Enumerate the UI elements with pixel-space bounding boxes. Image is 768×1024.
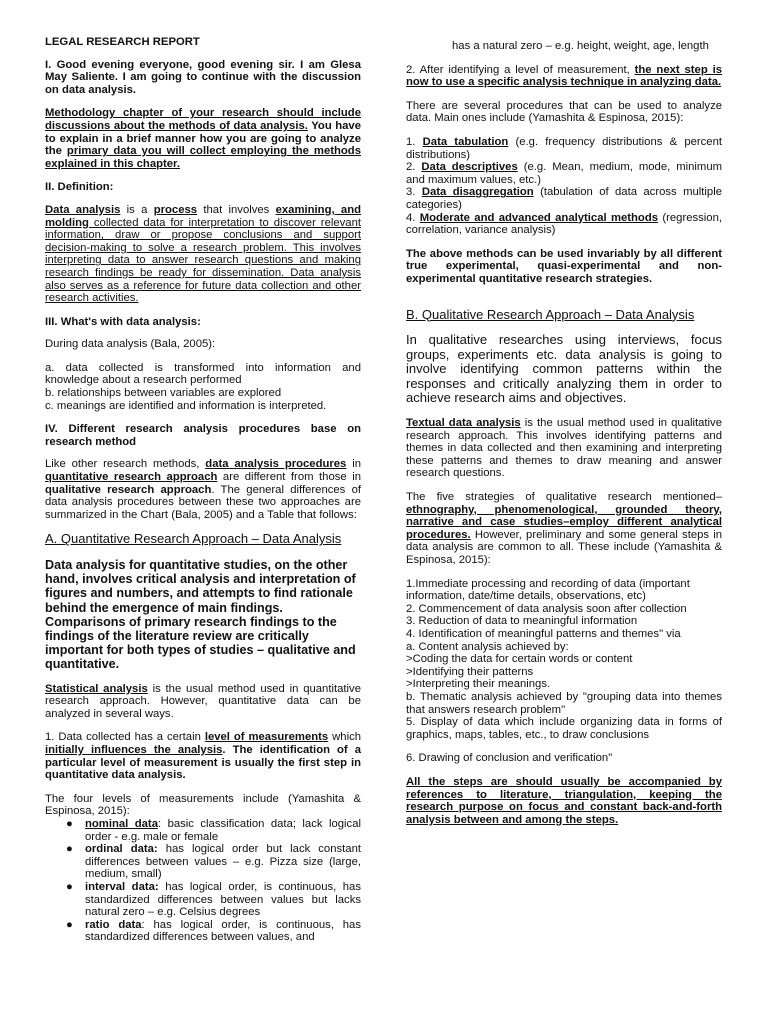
proc-term: Moderate and advanced analytical methods: [419, 211, 659, 224]
methodology-paragraph: [45, 107, 361, 170]
term-initially: initially influences the analysis: [45, 744, 223, 756]
term-statistical: Statistical analysis: [45, 682, 148, 695]
list-item: b. Thematic analysis achieved by "grouping data into themes that answers research problem": [406, 690, 722, 716]
definition-heading: II. Definition:: [45, 181, 114, 194]
primary-data-underlined: primary data you will collect employing the methods explained in this chapter.: [45, 145, 361, 170]
list-item: [66, 880, 361, 919]
level-desc: : has logical order, is continuous, has standardized differences between values, and: [85, 918, 361, 944]
bullet-icon: ●: [66, 843, 73, 856]
list-item: 2. Commencement of data analysis soon after collection: [406, 602, 687, 615]
list-item-a: a. data collected is transformed into information and knowledge about a research performed: [45, 361, 361, 387]
during-line: During data analysis (Bala, 2005):: [45, 338, 216, 351]
level-desc: has logical order, is continuous, has standardized differences between values but lacks natural zero – e.g. Celsius degrees: [85, 880, 361, 919]
like-text-2: in: [346, 458, 362, 471]
level-term: nominal data: [85, 817, 158, 830]
proc-number: 4.: [406, 211, 420, 224]
proc-number: 1.: [406, 135, 423, 148]
level-text-1: 1. Data collected has a certain: [45, 731, 205, 744]
level-desc: : basic classification data; lack logical order - e.g. male or female: [85, 817, 361, 843]
level-paragraph: [45, 731, 361, 781]
term-examining: examining, and molding: [45, 203, 362, 229]
intro-paragraph: I. Good evening everyone, good evening sir. I am Glesa May Saliente. I am going to continue with the discussion on data analysis.: [45, 58, 361, 96]
proc-term: Data disaggregation: [421, 186, 534, 199]
level-desc: has logical order but lack constant differences between values – e.g. Pizza size (large, medium, small): [85, 843, 361, 881]
list-item: >Identifying their patterns: [406, 665, 534, 678]
list-item: 3. Reduction of data to meaningful information: [406, 615, 638, 628]
proc-term: Data descriptives: [421, 161, 518, 174]
def-text-1: is a: [120, 203, 154, 216]
term-data-analysis: Data analysis: [45, 203, 121, 216]
procedures-heading: IV. Different research analysis procedures base on research method: [45, 423, 361, 448]
next-text-1: 2. After identifying a level of measurement,: [406, 63, 635, 76]
right-column: [406, 40, 722, 837]
final-paragraph: All the steps are should usually be accompanied by references to literature, triangulation, keeping the research purpose on focus and constant back-and-forth analysis between and among the steps.: [406, 775, 722, 826]
list-item-b: b. relationships between variables are explored: [45, 387, 282, 400]
left-column: [45, 36, 361, 944]
list-item: a. Content analysis achieved by:: [406, 640, 569, 653]
procedure-item: [406, 212, 722, 237]
bullet-icon: ●: [66, 918, 73, 931]
list-item: >Interpreting their meanings.: [406, 678, 551, 691]
procedure-item: [406, 161, 722, 186]
proc-term: Data tabulation: [422, 135, 509, 148]
list-item-c: c. meanings are identified and information is interpreted.: [45, 399, 327, 412]
level-term: interval data:: [85, 880, 159, 893]
drawing-conclusion-line: 6. Drawing of conclusion and verification": [406, 752, 613, 765]
report-title: LEGAL RESEARCH REPORT: [45, 36, 200, 48]
like-text-4: . The general differences of data analysis procedures between these two approaches are summarized in the Chart (Bala, 2005) and a Table that follows:: [45, 483, 361, 521]
quantitative-lead: Data analysis for quantitative studies, on the other hand, involves critical analysis and interpretation of figures and numbers, and attempts to find rationale behind the emergence of main findings. Comparisons of primary research findings to the findings of the literature review are critically important for both types of studies – qualitative and quantitative.: [45, 558, 356, 672]
four-levels-paragraph: The four levels of measurements include (Yamashita & Espinosa, 2015):: [45, 792, 361, 818]
above-methods-paragraph: The above methods can be used invariably by all different true experimental, quasi-experimental and non-experimental quantitative research strategies.: [406, 247, 722, 285]
definition-paragraph: [45, 204, 361, 305]
list-item: 1.Immediate processing and recording of data (important information, date/time details, observations, etc): [406, 577, 690, 603]
next-step-underlined: the next step is now to use a specific analysis technique in analyzing data.: [406, 63, 722, 89]
bullet-icon: ●: [66, 817, 73, 830]
level-text-2: which: [328, 731, 362, 744]
levels-list: [45, 818, 361, 944]
statistical-paragraph: [45, 683, 361, 721]
list-item: 4. Identification of meaningful patterns and themes" via: [406, 627, 681, 640]
term-qualitative: qualitative research approach: [45, 483, 212, 496]
procedure-item: [406, 136, 722, 161]
term-level: level of measurements: [204, 731, 329, 744]
five-strategies-paragraph: [406, 491, 722, 567]
several-procedures-paragraph: There are several procedures that can be used to analyze data. Main ones include (Yamashita & Espinosa, 2015):: [406, 99, 722, 125]
section-a-heading: A. Quantitative Research Approach – Data Analysis: [45, 531, 342, 547]
level-term: ratio data: [85, 918, 142, 931]
stat-text: is the usual method used in quantitative research approach. However, quantitative data can be analyzed in several ways.: [45, 682, 361, 720]
five-text-2: However, preliminary and some general steps in data analysis are common to all. These include (Yamashita & Espinosa, 2015):: [406, 528, 722, 566]
methodology-underlined: Methodology chapter of your research should include discussions about the methods of data analysis.: [45, 107, 361, 132]
methodology-text: You have to explain in a brief manner how you are going to analyze the: [45, 119, 361, 158]
like-paragraph: [45, 458, 361, 521]
strategies-underlined: ethnography, phenomenological, grounded theory, narrative and case studies–employ different analytical procedures.: [406, 503, 722, 541]
proc-number: 3.: [406, 186, 422, 199]
proc-desc: (e.g. frequency distributions & percent distributions): [406, 135, 722, 161]
next-step-paragraph: [406, 64, 722, 89]
proc-desc: (regression, correlation, variance analysis): [406, 211, 722, 237]
list-item: [66, 918, 361, 944]
list-item: 5. Display of data which include organizing data in forms of graphics, maps, tables, etc., to draw conclusions: [406, 716, 722, 741]
bullet-icon: ●: [66, 880, 73, 893]
section-b-heading: B. Qualitative Research Approach – Data Analysis: [406, 306, 695, 322]
term-quantitative: quantitative research approach: [45, 471, 218, 484]
proc-desc: (e.g. Mean, medium, mode, minimum and maximum values, etc.): [406, 161, 723, 186]
five-text-1: The five strategies of qualitative research mentioned–: [406, 491, 722, 504]
term-textual: Textual data analysis: [406, 417, 521, 430]
level-term: ordinal data:: [85, 843, 158, 856]
level-text-3: . The identification of a particular level of measurement is usually the first step in quantitative data analysis.: [45, 744, 361, 782]
steps-list: [406, 578, 722, 742]
list-item: [66, 843, 361, 881]
list-item: >Coding the data for certain words or content: [406, 653, 633, 666]
def-text-2: that involves: [197, 203, 276, 216]
list-item: [66, 817, 361, 843]
term-procedures: data analysis procedures: [205, 458, 347, 471]
textual-paragraph: [406, 417, 722, 480]
whats-heading: III. What's with data analysis:: [45, 315, 201, 328]
textual-text: is the usual method used in qualitative research approach. This involves identifying patterns and themes in data collected and then examining and interpreting these patterns and themes to draw meaning and answer research questions.: [406, 417, 722, 480]
qualitative-lead: In qualitative researches using interviews, focus groups, experiments etc. data analysis is going to involve identifying common patterns within the responses and critically analyzing them in order to achieve research aims and objectives.: [406, 332, 722, 406]
proc-number: 2.: [406, 161, 422, 174]
like-text-1: Like other research methods,: [45, 458, 206, 471]
def-text-underlined: collected data for interpretation to discover relevant information, draw or propose conclusions and support decision-making to solve a research problem. This involves interpreting data to answer research questions and making research findings be ready for dissemination. Data analysis also serves as a reference for future data collection and other research activities.: [45, 216, 361, 305]
ratio-continuation: has a natural zero – e.g. height, weight, age, length: [452, 40, 709, 52]
like-text-3: are different from those in: [217, 471, 361, 484]
term-process: process: [153, 203, 198, 216]
procedure-item: [406, 186, 722, 211]
proc-desc: (tabulation of data across multiple categories): [406, 186, 722, 211]
